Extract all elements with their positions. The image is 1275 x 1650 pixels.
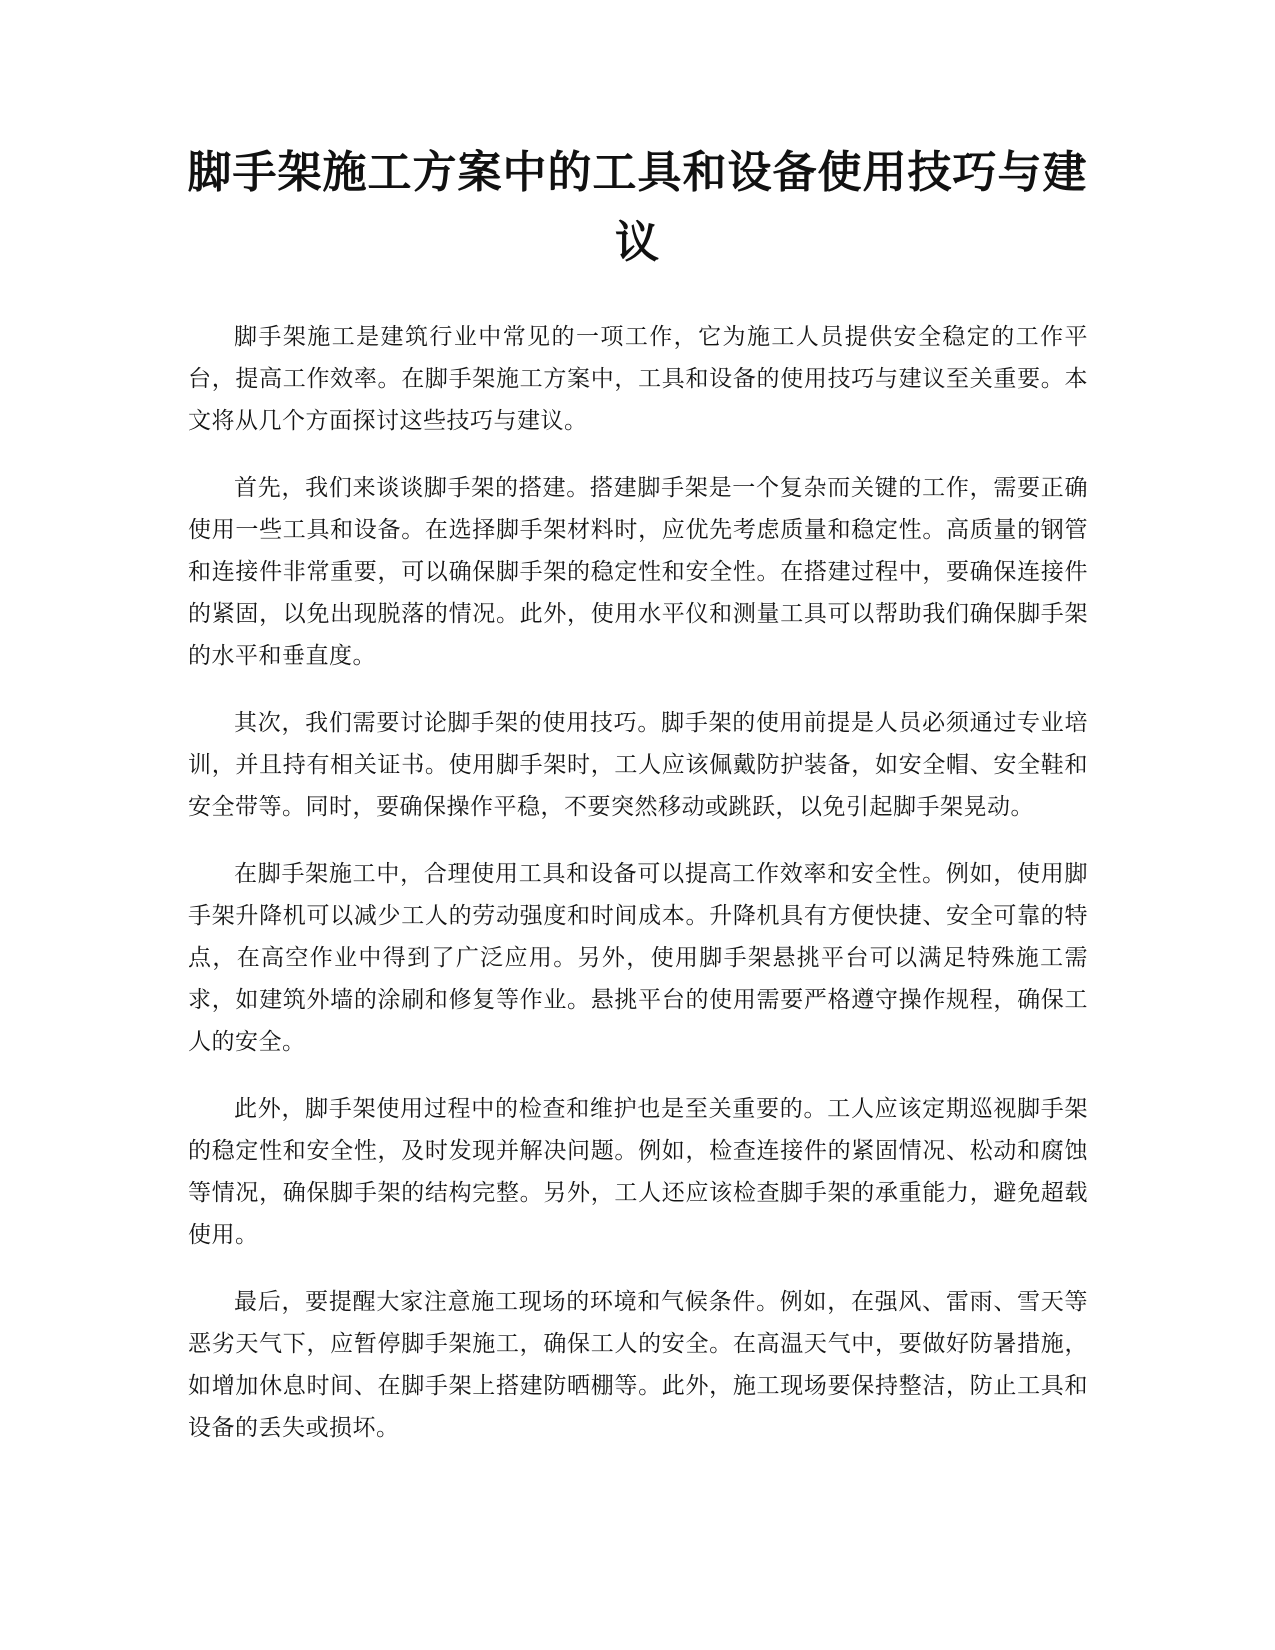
paragraph-intro: 脚手架施工是建筑行业中常见的一项工作，它为施工人员提供安全稳定的工作平台，提高工作效率。在脚手架施工方案中，工具和设备的使用技巧与建议至关重要。本文将从几个方面探讨这些技巧与建议。	[188, 324, 1088, 434]
paragraph-tools-equipment: 在脚手架施工中，合理使用工具和设备可以提高工作效率和安全性。例如，使用脚手架升降机可以减少工人的劳动强度和时间成本。升降机具有方便快捷、安全可靠的特点，在高空作业中得到了广泛应用。另外，使用脚手架悬挑平台可以满足特殊施工需求，如建筑外墙的涂刷和修复等作业。悬挑平台的使用需要严格遵守操作规程，确保工人的安全。	[188, 861, 1088, 1055]
paragraph-environment-weather: 最后，要提醒大家注意施工现场的环境和气候条件。例如，在强风、雷雨、雪天等恶劣天气下，应暂停脚手架施工，确保工人的安全。在高温天气中，要做好防暑措施，如增加休息时间、在脚手架上搭建防晒棚等。此外，施工现场要保持整洁，防止工具和设备的丢失或损坏。	[188, 1289, 1088, 1441]
document-body	[188, 316, 1088, 1474]
paragraph-scaffold-erection: 首先，我们来谈谈脚手架的搭建。搭建脚手架是一个复杂而关键的工作，需要正确使用一些工具和设备。在选择脚手架材料时，应优先考虑质量和稳定性。高质量的钢管和连接件非常重要，可以确保脚手架的稳定性和安全性。在搭建过程中，要确保连接件的紧固，以免出现脱落的情况。此外，使用水平仪和测量工具可以帮助我们确保脚手架的水平和垂直度。	[188, 475, 1088, 669]
paragraph-usage-tips: 其次，我们需要讨论脚手架的使用技巧。脚手架的使用前提是人员必须通过专业培训，并且持有相关证书。使用脚手架时，工人应该佩戴防护装备，如安全帽、安全鞋和安全带等。同时，要确保操作平稳，不要突然移动或跳跃，以免引起脚手架晃动。	[188, 710, 1088, 820]
paragraph-inspection-maintenance: 此外，脚手架使用过程中的检查和维护也是至关重要的。工人应该定期巡视脚手架的稳定性和安全性，及时发现并解决问题。例如，检查连接件的紧固情况、松动和腐蚀等情况，确保脚手架的结构完整。另外，工人还应该检查脚手架的承重能力，避免超载使用。	[188, 1096, 1088, 1248]
document-title: 脚手架施工方案中的工具和设备使用技巧与建议	[187, 147, 1088, 268]
